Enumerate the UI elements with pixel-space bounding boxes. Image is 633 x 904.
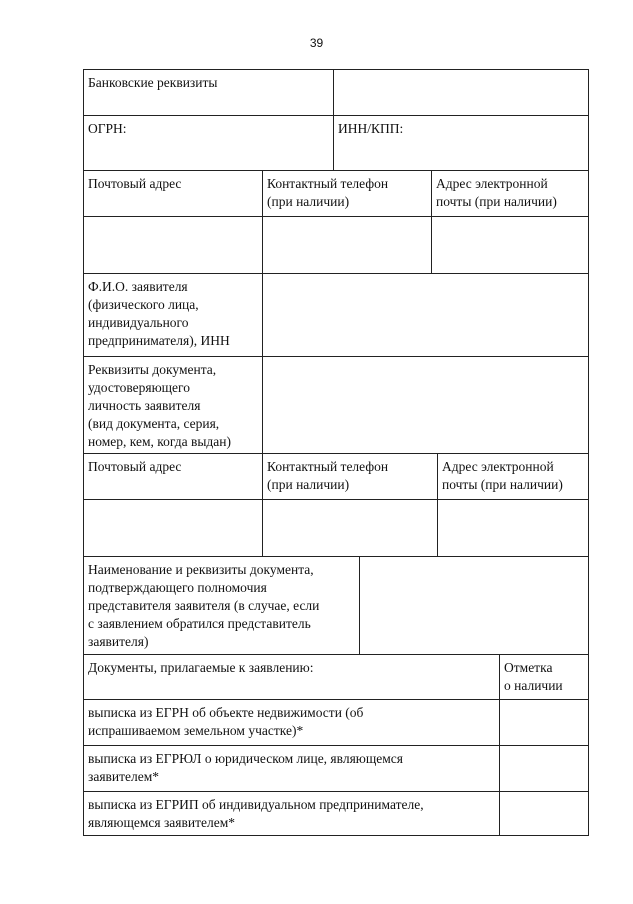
contact-phone-label: Контактный телефон (при наличии): [262, 171, 431, 216]
applicant-email-value[interactable]: [437, 500, 588, 556]
applicant-fio-row: [83, 274, 589, 357]
postal-address-label: Почтовый адрес: [88, 176, 182, 191]
inn-kpp-field[interactable]: ИНН/КПП:: [333, 116, 588, 170]
identity-document-row: [83, 357, 589, 454]
identity-document-label: Реквизиты документа, удостоверяющего личность заявителя (вид документа, серия, номер, кем, когда выдан): [88, 362, 232, 449]
representative-authority-row: [83, 557, 589, 655]
page-number: 39: [309, 36, 324, 50]
contacts-value-row: [83, 217, 589, 274]
applicant-contacts-header-row: [83, 454, 589, 500]
representative-authority-value[interactable]: [359, 557, 588, 654]
application-form-table: [83, 69, 589, 836]
documents-header-row: [83, 655, 589, 700]
document-label-egrip: выписка из ЕГРИП об индивидуальном предпринимателе, являющемся заявителем*: [88, 797, 424, 830]
applicant-postal-address-label: Почтовый адрес: [88, 459, 182, 474]
ogrn-field[interactable]: ОГРН:: [88, 121, 127, 136]
applicant-postal-address-value[interactable]: [84, 500, 262, 556]
applicant-contacts-value-row: [83, 500, 589, 557]
document-row: [83, 700, 589, 746]
applicant-fio-value[interactable]: [262, 274, 588, 356]
document-label-egrn: выписка из ЕГРН об объекте недвижимости (об испрашиваемом земельном участке)*: [88, 705, 364, 738]
applicant-contact-phone-value[interactable]: [262, 500, 437, 556]
bank-details-value[interactable]: [333, 70, 588, 115]
bank-details-row: [83, 69, 589, 116]
postal-address-value[interactable]: [84, 217, 262, 273]
applicant-email-label: Адрес электронной почты (при наличии): [437, 454, 588, 499]
contacts-header-row: [83, 171, 589, 217]
availability-mark-header: Отметка о наличии: [499, 655, 588, 699]
email-label: Адрес электронной почты (при наличии): [431, 171, 588, 216]
ogrn-row: [83, 116, 589, 171]
applicant-fio-label: Ф.И.О. заявителя (физического лица, индивидуального предпринимателя), ИНН: [88, 279, 230, 348]
contact-phone-value[interactable]: [262, 217, 431, 273]
document-mark-egrul[interactable]: [499, 746, 588, 791]
document-row: [83, 746, 589, 792]
document-label-egrul: выписка из ЕГРЮЛ о юридическом лице, являющемся заявителем*: [88, 751, 404, 784]
email-value[interactable]: [431, 217, 588, 273]
document-row: [83, 792, 589, 836]
identity-document-value[interactable]: [262, 357, 588, 453]
applicant-contact-phone-label: Контактный телефон (при наличии): [262, 454, 437, 499]
bank-details-label: Банковские реквизиты: [88, 75, 218, 90]
document-mark-egrip[interactable]: [499, 792, 588, 835]
document-mark-egrn[interactable]: [499, 700, 588, 745]
documents-header: Документы, прилагаемые к заявлению:: [88, 660, 314, 675]
representative-authority-label: Наименование и реквизиты документа, подтверждающего полномочия представителя заявителя (в случае, если с заявлением обратился представитель заявителя): [88, 562, 320, 649]
